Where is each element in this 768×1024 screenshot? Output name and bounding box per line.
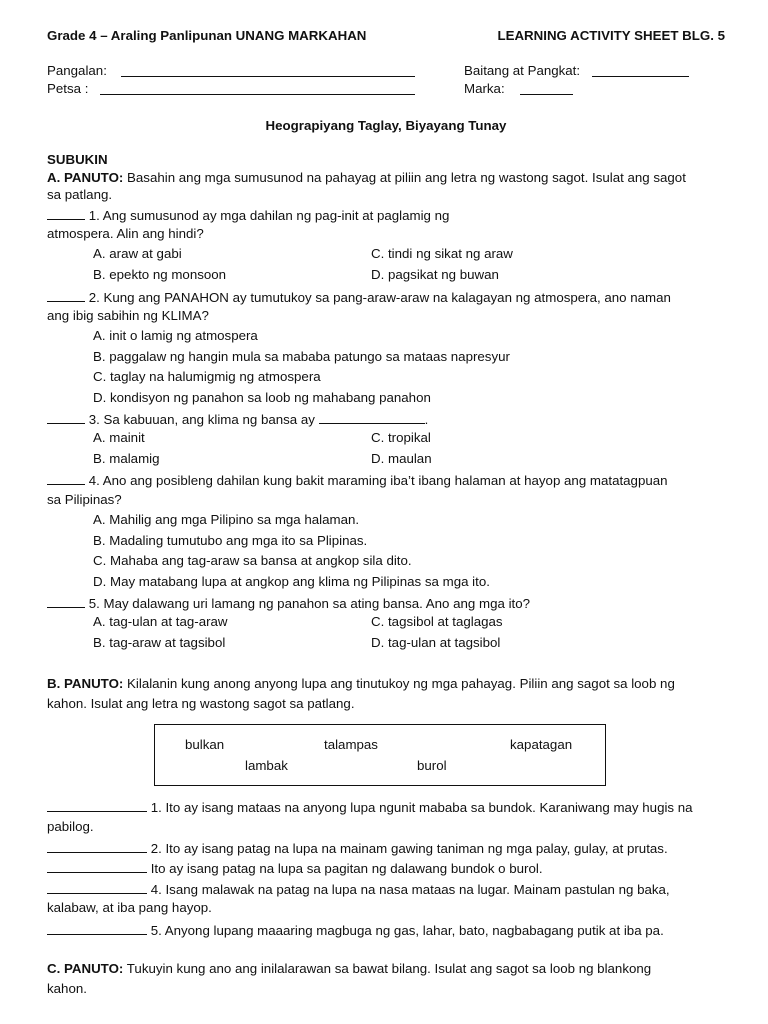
part-b-item-3: Ito ay isang patag na lupa sa pagitan ng dalawang bundok o burol. <box>47 859 543 876</box>
answer-blank-3[interactable] <box>47 410 85 424</box>
part-b-instructions: B. PANUTO: Kilalanin kung anong anyong lupa ang tinutukoy ng mga pahayag. Piliin ang sagot sa loob ng <box>47 676 675 691</box>
part-b-instructions-2: kahon. Isulat ang letra ng wastong sagot sa patlang. <box>47 696 355 711</box>
part-b-blank-2[interactable] <box>47 839 147 853</box>
date-field <box>47 81 88 96</box>
header-right: LEARNING ACTIVITY SHEET BLG. 5 <box>497 28 725 43</box>
q3-option-a: A. mainit <box>93 430 145 445</box>
q5-option-d: D. tag-ulan at tagsibol <box>371 635 501 650</box>
q5-option-b: B. tag-araw at tagsibol <box>93 635 226 650</box>
date-blank[interactable] <box>100 81 415 98</box>
q5-option-c: C. tagsibol at taglagas <box>371 614 503 629</box>
header-left: Grade 4 – Araling Panlipunan UNANG MARKAHAN <box>47 28 367 43</box>
part-b-item-4-cont: kalabaw, at iba pang hayop. <box>47 900 212 915</box>
q4-option-d: D. May matabang lupa at angkop ang klima ng Pilipinas sa mga ito. <box>93 574 490 589</box>
q3-option-d: D. maulan <box>371 451 432 466</box>
q3-option-c: C. tropikal <box>371 430 431 445</box>
word-bank-item: lambak <box>245 758 288 773</box>
answer-blank-5[interactable] <box>47 594 85 608</box>
question-2: 2. Kung ang PANAHON ay tumutukoy sa pang-araw-araw na kalagayan ng atmospera, ano naman <box>47 288 671 305</box>
question-1-cont: atmospera. Alin ang hindi? <box>47 226 204 241</box>
grade-label: Baitang at Pangkat: <box>464 63 581 78</box>
part-b-blank-3[interactable] <box>47 859 147 873</box>
question-4: 4. Ano ang posibleng dahilan kung bakit maraming iba’t ibang halaman at hayop ang matatagpuan <box>47 471 668 488</box>
question-3: 3. Sa kabuuan, ang klima ng bansa ay . <box>47 410 428 427</box>
score-label: Marka: <box>464 81 505 96</box>
question-2-cont: ang ibig sabihin ng KLIMA? <box>47 308 209 323</box>
name-label: Pangalan: <box>47 63 107 78</box>
q1-option-d: D. pagsikat ng buwan <box>371 267 499 282</box>
name-field <box>47 63 107 78</box>
question-1: 1. Ang sumusunod ay mga dahilan ng pag-init at paglamig ng <box>47 206 449 223</box>
question-4-cont: sa Pilipinas? <box>47 492 122 507</box>
q2-option-a: A. init o lamig ng atmospera <box>93 328 258 343</box>
q2-option-c: C. taglay na halumigmig ng atmospera <box>93 369 321 384</box>
q2-option-d: D. kondisyon ng panahon sa loob ng mahabang panahon <box>93 390 431 405</box>
part-b-item-1: 1. Ito ay isang mataas na anyong lupa ngunit mababa sa bundok. Karaniwang may hugis na <box>47 798 693 815</box>
q1-option-a: A. araw at gabi <box>93 246 182 261</box>
part-c-label: C. PANUTO: <box>47 961 124 976</box>
answer-blank-4[interactable] <box>47 471 85 485</box>
score-blank[interactable] <box>520 81 573 98</box>
part-b-label: B. PANUTO: <box>47 676 124 691</box>
q4-option-a: A. Mahilig ang mga Pilipino sa mga halaman. <box>93 512 360 527</box>
grade-blank[interactable] <box>592 63 689 80</box>
part-a-label: A. PANUTO: <box>47 170 124 185</box>
q5-option-a: A. tag-ulan at tag-araw <box>93 614 228 629</box>
question-5: 5. May dalawang uri lamang ng panahon sa ating bansa. Ano ang mga ito? <box>47 594 530 611</box>
q4-option-c: C. Mahaba ang tag-araw sa bansa at angkop sila dito. <box>93 553 412 568</box>
word-bank-item: burol <box>417 758 447 773</box>
part-b-item-1-cont: pabilog. <box>47 819 94 834</box>
q1-option-c: C. tindi ng sikat ng araw <box>371 246 513 261</box>
word-bank-item: kapatagan <box>510 737 573 752</box>
answer-blank-2[interactable] <box>47 288 85 302</box>
section-label: SUBUKIN <box>47 152 108 167</box>
worksheet-title: Heograpiyang Taglay, Biyayang Tunay <box>265 118 507 133</box>
part-b-blank-1[interactable] <box>47 798 147 812</box>
word-bank-item: bulkan <box>185 737 225 752</box>
q2-option-b: B. paggalaw ng hangin mula sa mababa patungo sa mataas napresyur <box>93 349 510 364</box>
part-b-blank-5[interactable] <box>47 921 147 935</box>
word-bank-box <box>154 724 606 786</box>
part-c-instructions-2: kahon. <box>47 981 87 996</box>
date-label: Petsa : <box>47 81 89 96</box>
part-c-instructions: C. PANUTO: Tukuyin kung ano ang inilalarawan sa bawat bilang. Isulat ang sagot sa loob ng blankong <box>47 961 652 976</box>
part-b-item-5: 5. Anyong lupang maaaring magbuga ng gas, lahar, bato, nagbabagang putik at iba pa. <box>47 921 664 938</box>
answer-blank-1[interactable] <box>47 206 85 220</box>
part-a-instructions-2: sa patlang. <box>47 187 113 202</box>
q3-fill-blank[interactable] <box>319 410 425 424</box>
part-b-item-2: 2. Ito ay isang patag na lupa na mainam gawing taniman ng mga palay, gulay, at prutas. <box>47 839 668 856</box>
part-a-instructions: A. PANUTO: Basahin ang mga sumusunod na pahayag at piliin ang letra ng wastong sagot. Isulat ang sagot <box>47 170 686 185</box>
part-b-item-4: 4. Isang malawak na patag na lupa na nasa mataas na lugar. Mainam pastulan ng baka, <box>47 880 670 897</box>
word-bank-item: talampas <box>324 737 378 752</box>
q1-option-b: B. epekto ng monsoon <box>93 267 227 282</box>
q4-option-b: B. Madaling tumutubo ang mga ito sa Plipinas. <box>93 533 368 548</box>
part-b-blank-4[interactable] <box>47 880 147 894</box>
name-blank[interactable] <box>121 63 415 80</box>
q3-option-b: B. malamig <box>93 451 160 466</box>
